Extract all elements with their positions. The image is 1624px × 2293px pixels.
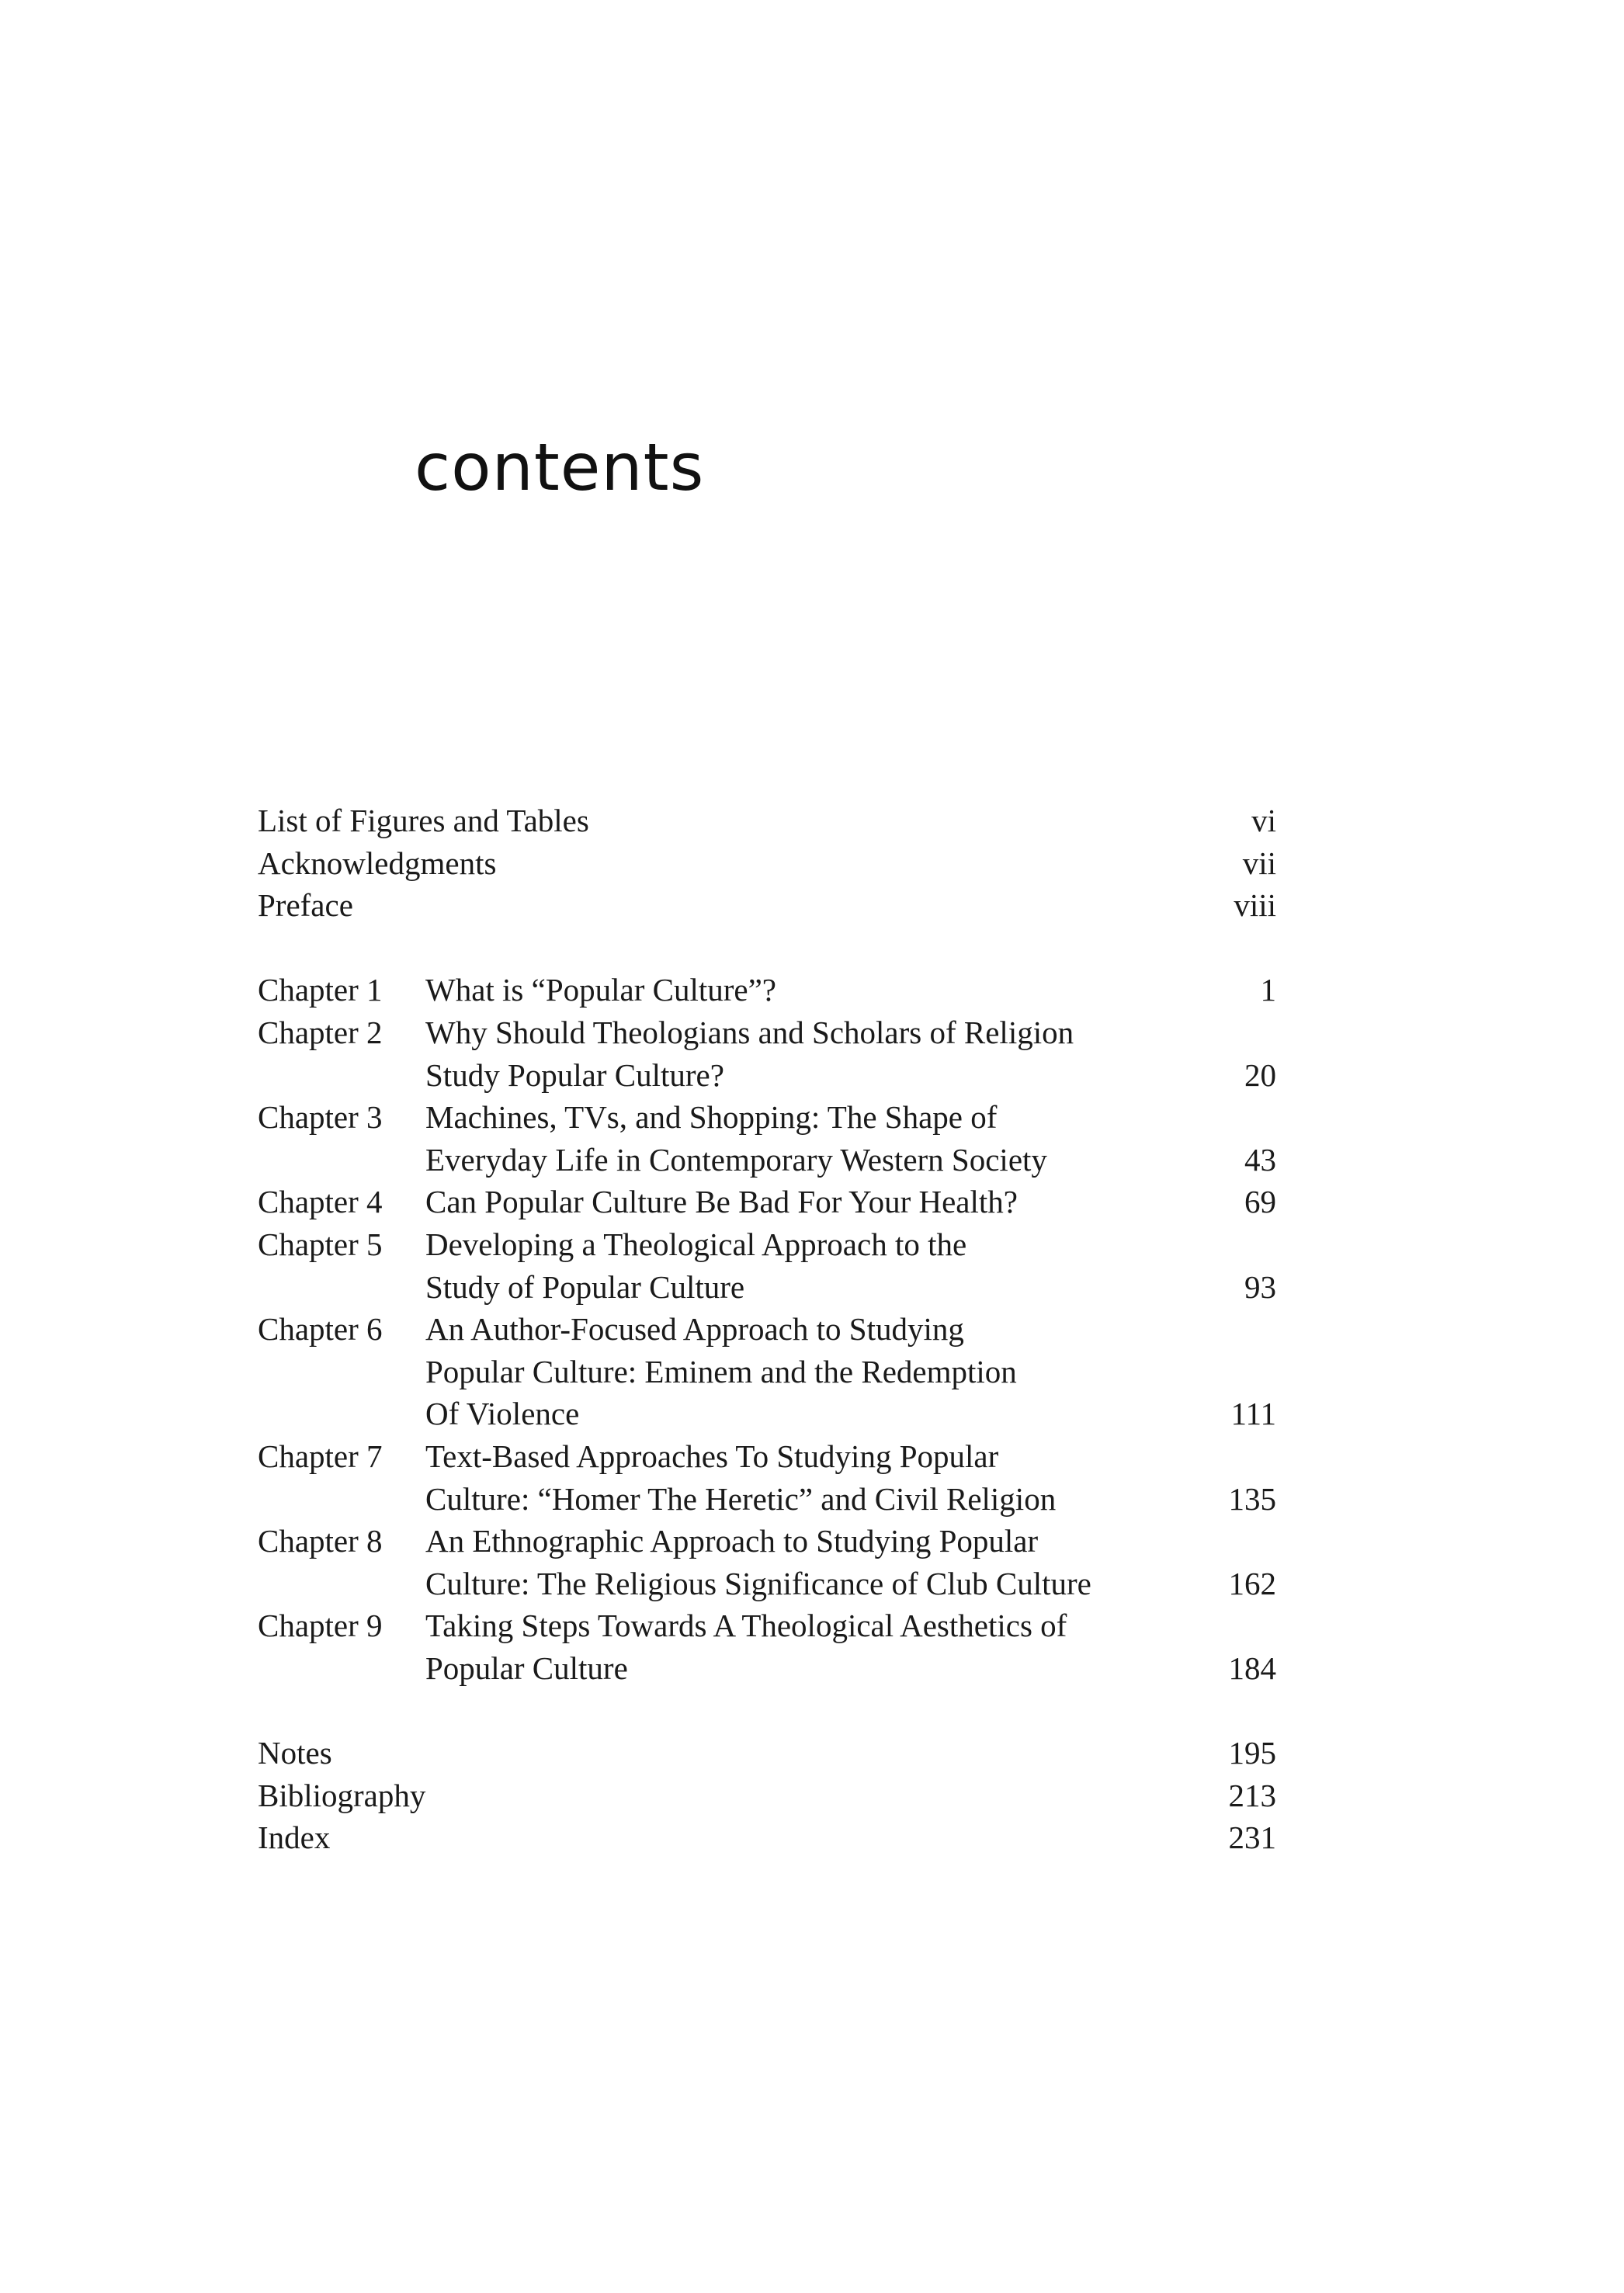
front-matter-list: [258, 800, 1276, 927]
toc-entry-chapter-2[interactable]: [258, 1011, 1276, 1096]
toc-entry-page: 93: [1244, 1268, 1276, 1305]
back-matter-list: [258, 1732, 1276, 1859]
chapter-label: Chapter 5: [258, 1226, 383, 1262]
toc-entry-page: 231: [1228, 1819, 1276, 1856]
chapter-title-line: Of Violence: [425, 1396, 580, 1432]
chapter-label: Chapter 9: [258, 1608, 383, 1644]
toc-entry-page: vii: [1242, 845, 1276, 881]
toc-entry-page: 184: [1228, 1650, 1276, 1686]
chapter-title-line: Culture: “Homer The Heretic” and Civil Religion: [425, 1480, 1057, 1517]
toc-entry-chapter-1[interactable]: [258, 969, 1276, 1011]
chapter-title-line: Everyday Life in Contemporary Western Society: [425, 1141, 1047, 1178]
toc-entry-title: List of Figures and Tables: [258, 803, 589, 838]
toc-entry-chapter-3[interactable]: [258, 1096, 1276, 1181]
toc-entry-title: Index: [258, 1819, 331, 1856]
chapter-title-line: Study of Popular Culture: [425, 1268, 745, 1305]
toc-entry-page: 135: [1228, 1480, 1276, 1517]
toc-entry-notes[interactable]: [258, 1732, 1276, 1774]
chapter-title-line: An Ethnographic Approach to Studying Popular: [425, 1523, 1039, 1559]
toc-entry-title: Bibliography: [258, 1777, 426, 1813]
chapter-label: Chapter 1: [258, 972, 383, 1008]
toc-entry-index[interactable]: [258, 1816, 1276, 1859]
toc-entry-chapter-5[interactable]: [258, 1223, 1276, 1308]
chapter-title-line: What is “Popular Culture”?: [425, 972, 777, 1008]
table-of-contents: [258, 800, 1276, 1859]
toc-entry-title: Notes: [258, 1735, 332, 1771]
chapter-title-line: Text-Based Approaches To Studying Popular: [425, 1438, 999, 1474]
toc-entry-acknowledgments[interactable]: [258, 842, 1276, 885]
chapter-title-line: Can Popular Culture Be Bad For Your Health?: [425, 1184, 1018, 1220]
toc-entry-bibliography[interactable]: [258, 1774, 1276, 1817]
chapter-title-line: Taking Steps Towards A Theological Aesthetics of: [425, 1608, 1067, 1644]
toc-entry-page: 20: [1244, 1056, 1276, 1093]
chapter-title-line: Why Should Theologians and Scholars of Religion: [425, 1014, 1074, 1050]
chapter-list: [258, 969, 1276, 1689]
chapter-label: Chapter 8: [258, 1523, 383, 1559]
toc-entry-chapter-9[interactable]: [258, 1604, 1276, 1689]
toc-entry-page: 43: [1244, 1141, 1276, 1178]
toc-entry-page: 195: [1228, 1735, 1276, 1771]
toc-entry-chapter-8[interactable]: [258, 1520, 1276, 1604]
chapter-title-line: An Author-Focused Approach to Studying: [425, 1311, 964, 1348]
chapter-title-line: Culture: The Religious Significance of Club Culture: [425, 1565, 1091, 1601]
toc-entry-page: 162: [1228, 1565, 1276, 1601]
toc-entry-list-of-figures[interactable]: [258, 800, 1276, 842]
toc-entry-page: 213: [1228, 1777, 1276, 1813]
toc-entry-title: Preface: [258, 887, 353, 924]
toc-entry-preface[interactable]: [258, 884, 1276, 927]
toc-entry-chapter-6[interactable]: [258, 1308, 1276, 1435]
chapter-title-line: Popular Culture: [425, 1650, 628, 1686]
toc-entry-page: vi: [1251, 803, 1276, 838]
chapter-label: Chapter 4: [258, 1184, 383, 1220]
chapter-title-line: Machines, TVs, and Shopping: The Shape of: [425, 1099, 998, 1136]
chapter-label: Chapter 6: [258, 1311, 383, 1348]
toc-entry-page: 69: [1244, 1184, 1276, 1220]
chapter-label: Chapter 2: [258, 1014, 383, 1050]
page-title: contents: [415, 429, 705, 505]
toc-entry-title: Acknowledgments: [258, 845, 497, 881]
toc-entry-chapter-7[interactable]: [258, 1435, 1276, 1520]
chapter-title-line: Study Popular Culture?: [425, 1056, 724, 1093]
toc-entry-page: 111: [1230, 1396, 1276, 1432]
chapter-label: Chapter 3: [258, 1099, 383, 1136]
chapter-label: Chapter 7: [258, 1438, 383, 1474]
chapter-title-line: Developing a Theological Approach to the: [425, 1226, 967, 1262]
toc-entry-chapter-4[interactable]: [258, 1181, 1276, 1223]
chapter-title-line: Popular Culture: Eminem and the Redemption: [425, 1353, 1017, 1389]
toc-entry-page: 1: [1260, 972, 1276, 1008]
toc-entry-page: viii: [1234, 887, 1276, 924]
